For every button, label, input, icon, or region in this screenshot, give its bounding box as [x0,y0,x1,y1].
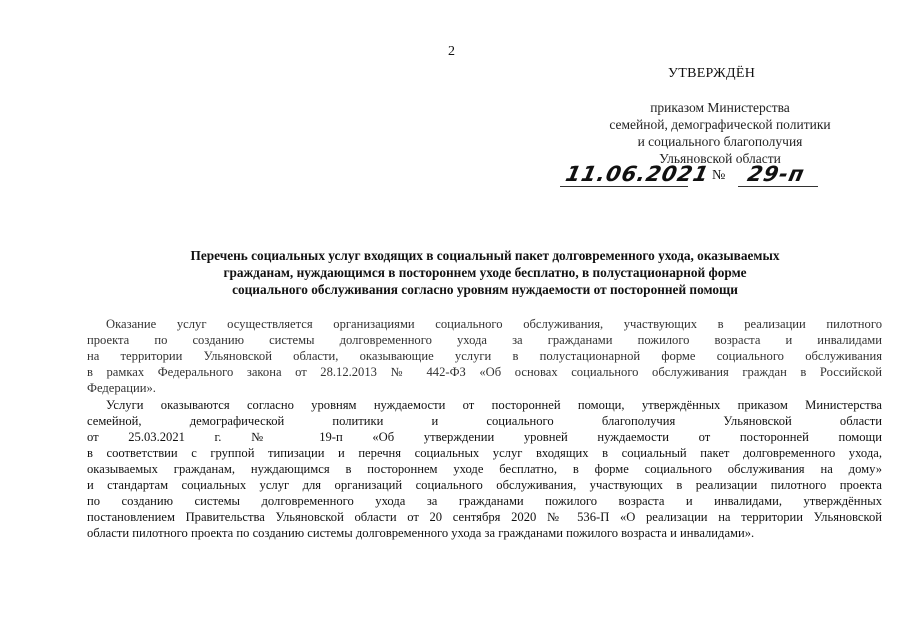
paragraph1-line: на территории Ульяновской области, оказывающие услуги в полустационарной форме социального обслуживания [87,349,882,363]
number-underline [738,186,818,187]
approval-heading: УТВЕРЖДЁН [668,66,756,81]
paragraph2-line: и стандартам социальных услуг для организаций социального обслуживания, участвующих в реализации пилотного проекта [87,478,882,492]
number-sign: № [712,168,726,183]
date-underline [560,186,688,187]
approval-line: приказом Министерства [650,100,790,115]
paragraph2-line: от 25.03.2021 г. № 19-п «Об утверждении уровней нуждаемости от посторонней помощи [87,430,882,444]
paragraph1-line: в рамках Федерального закона от 28.12.2013 № 442-ФЗ «Об основах социального обслуживания граждан в Российской [87,365,882,379]
document-title-line: Перечень социальных услуг входящих в социальный пакет долговременного ухода, оказываемых [190,248,780,263]
paragraph2-line: оказываемых гражданам, нуждающимся в постороннем уходе бесплатно, в форме социального обслуживания на дому» [87,462,882,476]
paragraph1-line: Федерации». [87,381,156,395]
paragraph2-line: семейной, демографической политики и социального благополучия Ульяновской области [87,414,882,428]
document-title-line: гражданам, нуждающимся в постороннем уходе бесплатно, в полустационарной форме [223,265,747,280]
paragraph2-line: в соответствии с группой типизации и перечня социальных услуг входящих в социальный пакет долговременного ухода, [87,446,882,460]
document-title-line: социального обслуживания согласно уровням нуждаемости от посторонней помощи [232,282,738,297]
approval-line: семейной, демографической политики [609,117,831,132]
approval-date-handwritten: 11.06.2021 [563,162,712,186]
paragraph2-line: Услуги оказываются согласно уровням нуждаемости от посторонней помощи, утверждённых приказом Министерства [106,398,882,412]
paragraph2-line: постановлением Правительства Ульяновской области от 20 сентября 2020 № 536-П «О реализации на территории Ульяновской [87,510,882,524]
approval-line: Ульяновской области [659,151,781,166]
approval-number-handwritten: 29-п [745,162,808,186]
paragraph1-line: проекта по созданию системы долговременного ухода за гражданами пожилого возраста и инвалидами [87,333,882,347]
paragraph2-line: области пилотного проекта по созданию системы долговременного ухода за гражданами пожилого возраста и инвалидами». [87,526,755,540]
approval-line: и социального благополучия [637,134,803,149]
paragraph1-line: Оказание услуг осуществляется организациями социального обслуживания, участвующих в реализации пилотного [106,317,882,331]
page-number: 2 [448,44,455,59]
paragraph2-line: по созданию системы долговременного ухода за гражданами пожилого возраста и инвалидами, утверждённых [87,494,882,508]
